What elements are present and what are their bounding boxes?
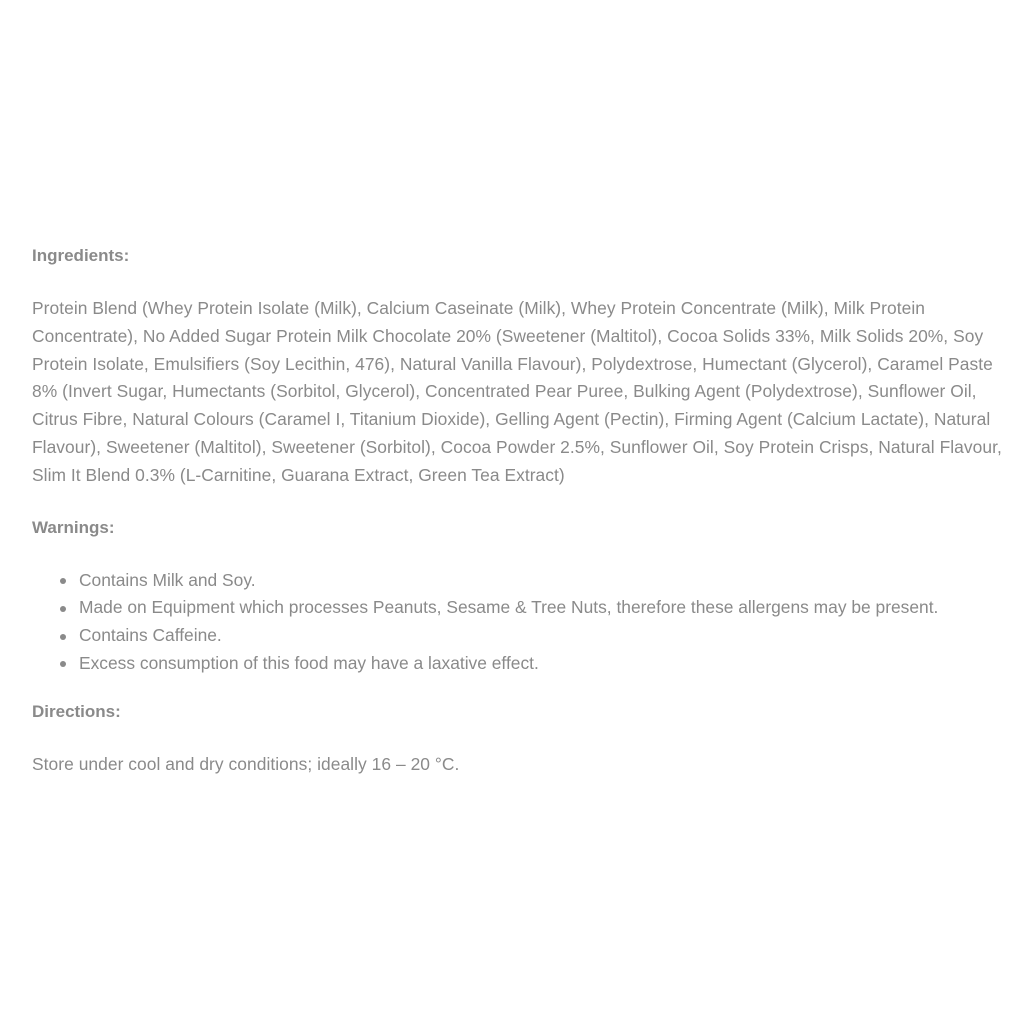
directions-heading: Directions:	[32, 701, 121, 721]
bullet-icon	[60, 661, 66, 667]
warning-item	[32, 650, 1007, 678]
warning-item-text: Contains Caffeine.	[79, 625, 222, 646]
warning-item	[32, 567, 1007, 595]
bullet-icon	[60, 606, 66, 612]
warning-item-text: Made on Equipment which processes Peanuts, Sesame & Tree Nuts, therefore these allergens may be present.	[79, 597, 939, 618]
warnings-list	[32, 567, 1007, 678]
bullet-icon	[60, 634, 66, 640]
product-info-content	[32, 244, 1007, 779]
ingredients-text: Protein Blend (Whey Protein Isolate (Milk), Calcium Caseinate (Milk), Whey Protein Concentrate (Milk), Milk Protein Concentrate), No Added Sugar Protein Milk Chocolate 20% (Sweetener (Maltitol), Cocoa Solids 33%, Milk Solids 20%, Soy Protein Isolate, Emulsifiers (Soy Lecithin, 476), Natural Vanilla Flavour), Polydextrose, Humectant (Glycerol), Caramel Paste 8% (Invert Sugar, Humectants (Sorbitol, Glycerol), Concentrated Pear Puree, Bulking Agent (Polydextrose), Sunflower Oil, Citrus Fibre, Natural Colours (Caramel I, Titanium Dioxide), Gelling Agent (Pectin), Firming Agent (Calcium Lactate), Natural Flavour), Sweetener (Maltitol), Sweetener (Sorbitol), Cocoa Powder 2.5%, Sunflower Oil, Soy Protein Crisps, Natural Flavour, Slim It Blend 0.3% (L-Carnitine, Guarana Extract, Green Tea Extract)	[32, 298, 1002, 485]
warnings-heading: Warnings:	[32, 517, 115, 537]
ingredients-heading: Ingredients:	[32, 246, 130, 265]
warning-item-text: Excess consumption of this food may have a laxative effect.	[79, 652, 539, 673]
warning-item	[32, 594, 1007, 622]
bullet-icon	[60, 578, 66, 584]
warning-item-text: Contains Milk and Soy.	[79, 569, 256, 590]
directions-text: Store under cool and dry conditions; ideally 16 – 20 °C.	[32, 753, 460, 774]
warning-item	[32, 622, 1007, 650]
